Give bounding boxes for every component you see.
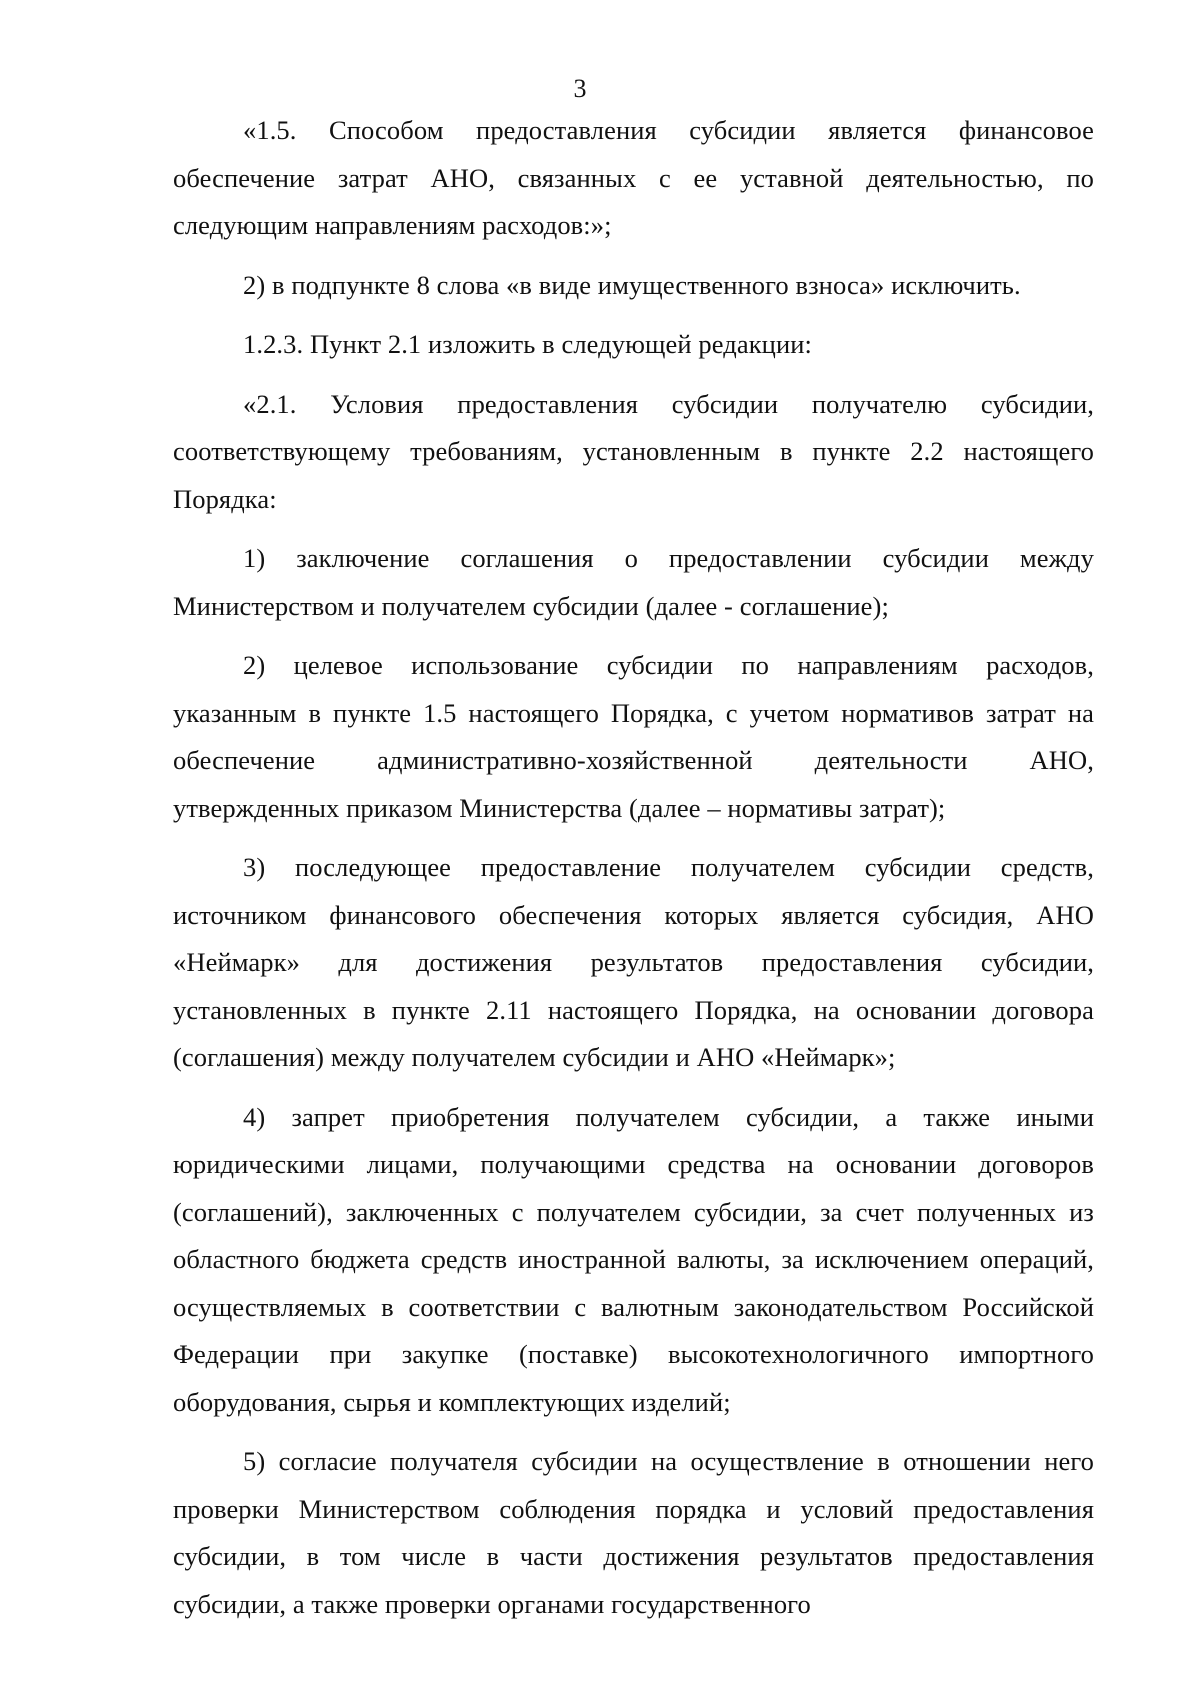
page-number: 3 <box>573 74 587 103</box>
paragraph-1-5: «1.5. Способом предоставления субсидии является финансовое обеспечение затрат АНО, связанных с ее уставной деятельностью, по следующим направлениям расходов:»; <box>173 115 1094 240</box>
paragraph-subpoint-8: 2) в подпункте 8 слова «в виде имущественного взноса» исключить. <box>243 269 1021 300</box>
list-item-3: 3) последующее предоставление получателем субсидии средств, источником финансового обеспечения которых является субсидия, АНО «Неймарк» для достижения результатов предоставления субсидии, установленных в пункте 2.11 настоящего Порядка, на основании договора (соглашения) между получателем субсидии и АНО «Неймарк»; <box>173 852 1094 1072</box>
document-body <box>173 107 1094 1628</box>
list-item-2: 2) целевое использование субсидии по направлениям расходов, указанным в пункте 1.5 настоящего Порядка, с учетом нормативов затрат на обеспечение административно-хозяйственной деятельности АНО, утвержденных приказом Министерства (далее – нормативы затрат); <box>173 650 1094 823</box>
list-item-1: 1) заключение соглашения о предоставлении субсидии между Министерством и получателем субсидии (далее - соглашение); <box>173 543 1094 621</box>
paragraph-1-2-3: 1.2.3. Пункт 2.1 изложить в следующей редакции: <box>243 329 812 359</box>
list-item-4: 4) запрет приобретения получателем субсидии, а также иными юридическими лицами, получающими средства на основании договоров (соглашений), заключенных с получателем субсидии, за счет полученных из областного бюджета средств иностранной валюты, за исключением операций, осуществляемых в соответствии с валютным законодательством Российской Федерации при закупке (поставке) высокотехнологичного импортного оборудования, сырья и комплектующих изделий; <box>173 1101 1094 1417</box>
paragraph-2-1: «2.1. Условия предоставления субсидии получателю субсидии, соответствующему требованиям, установленным в пункте 2.2 настоящего Порядка: <box>173 388 1094 514</box>
list-item-5: 5) согласие получателя субсидии на осуществление в отношении него проверки Министерством соблюдения порядка и условий предоставления субсидии, в том числе в части достижения результатов предоставления субсидии, а также проверки органами государственного <box>173 1446 1094 1619</box>
